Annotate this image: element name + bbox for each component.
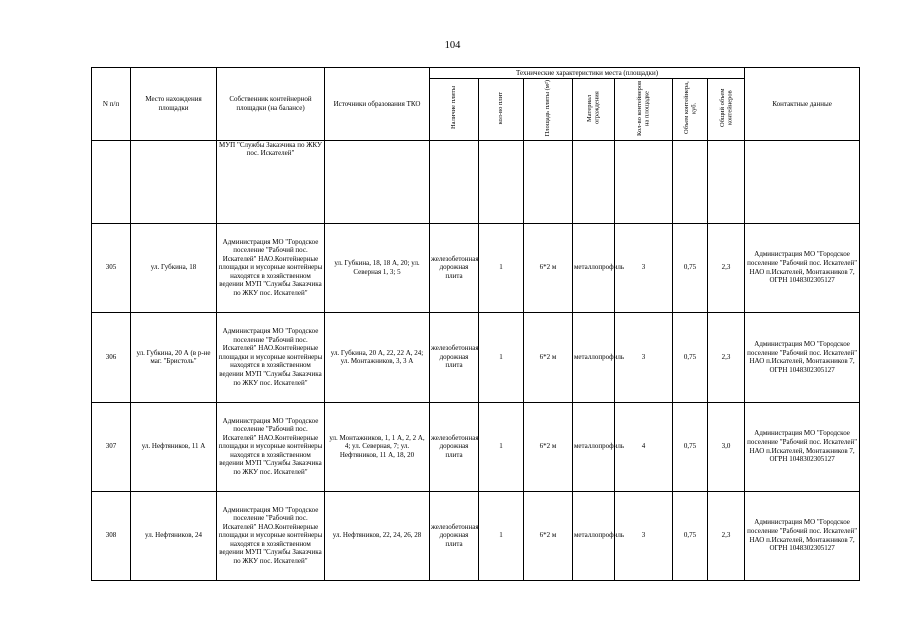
row-total: 2,3 — [708, 312, 745, 402]
row-total: 2,3 — [708, 223, 745, 312]
row-volume: 0,75 — [673, 223, 708, 312]
row-total: 3,0 — [708, 402, 745, 491]
continuation-owner: МУП "Службы Заказчика по ЖКУ пос. Искателей" — [217, 140, 325, 223]
row-sources: ул. Губкина, 20 А, 22, 22 А, 24; ул. Монтажников, 3, 3 А — [325, 312, 430, 402]
row-volume: 0,75 — [673, 312, 708, 402]
row-place: ул. Губкина, 18 — [131, 223, 217, 312]
row-num: 307 — [92, 402, 131, 491]
row-num: 308 — [92, 491, 131, 580]
row-slab: железобетонная дорожная плита — [430, 491, 479, 580]
row-containers: 3 — [615, 491, 673, 580]
row-fence: металлопрофиль — [573, 402, 615, 491]
row-area: 6*2 м — [524, 402, 573, 491]
table-row — [92, 402, 860, 491]
row-area: 6*2 м — [524, 223, 573, 312]
table-row — [92, 223, 860, 312]
row-slab-count: 1 — [479, 491, 524, 580]
row-area: 6*2 м — [524, 312, 573, 402]
row-owner: Администрация МО "Городское поселение "Рабочий пос. Искателей" НАО.Контейнерные площадки и мусорные контейнеры находятся в хозяйственном ведении МУП "Службы Заказчика по ЖКУ пос. Искателей" — [217, 223, 325, 312]
row-slab-count: 1 — [479, 402, 524, 491]
row-containers: 4 — [615, 402, 673, 491]
table-row — [92, 491, 860, 580]
row-contacts: Администрация МО "Городское поселение "Рабочий пос. Искателей" НАО п.Искателей, Монтажников 7, ОГРН 1048302305127 — [745, 402, 860, 491]
row-sources: ул. Монтажников, 1, 1 А, 2, 2 А, 4; ул. Северная, 7; ул. Нефтяников, 11 А, 18, 20 — [325, 402, 430, 491]
row-contacts: Администрация МО "Городское поселение "Рабочий пос. Искателей" НАО п.Искателей, Монтажников 7, ОГРН 1048302305127 — [745, 312, 860, 402]
subheader-total: Общий объем контейнеров — [708, 79, 745, 141]
row-num: 305 — [92, 223, 131, 312]
header-sources: Источники образования ТКО — [325, 68, 430, 141]
row-place: ул. Нефтяников, 24 — [131, 491, 217, 580]
row-place: ул. Губкина, 20 А (в р-не маг. "Бристоль" — [131, 312, 217, 402]
row-area: 6*2 м — [524, 491, 573, 580]
container-sites-table — [91, 67, 860, 581]
subheader-containers: Кол-во контейнеров на площадке — [615, 79, 673, 141]
row-contacts: Администрация МО "Городское поселение "Рабочий пос. Искателей" НАО п.Искателей, Монтажников 7, ОГРН 1048302305127 — [745, 491, 860, 580]
row-slab: железобетонная дорожная плита — [430, 402, 479, 491]
subheader-area: Площадь плиты (м²) — [524, 79, 573, 141]
row-slab: железобетонная дорожная плита — [430, 223, 479, 312]
continuation-row — [92, 140, 860, 223]
row-volume: 0,75 — [673, 402, 708, 491]
row-total: 2,3 — [708, 491, 745, 580]
row-slab: железобетонная дорожная плита — [430, 312, 479, 402]
row-num: 306 — [92, 312, 131, 402]
header-row — [92, 68, 860, 79]
header-num: N п/п — [92, 68, 131, 141]
row-slab-count: 1 — [479, 312, 524, 402]
row-sources: ул. Губкина, 18, 18 А, 20; ул. Северная 1, 3; 5 — [325, 223, 430, 312]
row-containers: 3 — [615, 312, 673, 402]
header-tech: Технические характеристики места (площадки) — [430, 68, 745, 79]
header-place: Место нахождения площадки — [131, 68, 217, 141]
header-owner: Собственник контейнерной площадки (на балансе) — [217, 68, 325, 141]
row-sources: ул. Нефтяников, 22, 24, 26, 28 — [325, 491, 430, 580]
table-row — [92, 312, 860, 402]
row-slab-count: 1 — [479, 223, 524, 312]
row-owner: Администрация МО "Городское поселение "Рабочий пос. Искателей" НАО.Контейнерные площадки и мусорные контейнеры находятся в хозяйственном ведении МУП "Службы Заказчика по ЖКУ пос. Искателей" — [217, 402, 325, 491]
row-place: ул. Нефтяников, 11 А — [131, 402, 217, 491]
row-fence: металлопрофиль — [573, 223, 615, 312]
row-owner: Администрация МО "Городское поселение "Рабочий пос. Искателей" НАО.Контейнерные площадки и мусорные контейнеры находятся в хозяйственном ведении МУП "Службы Заказчика по ЖКУ пос. Искателей" — [217, 312, 325, 402]
subheader-slab-count: кол-во плит — [479, 79, 524, 141]
row-owner: Администрация МО "Городское поселение "Рабочий пос. Искателей" НАО.Контейнерные площадки и мусорные контейнеры находятся в хозяйственном ведении МУП "Службы Заказчика по ЖКУ пос. Искателей" — [217, 491, 325, 580]
row-fence: металлопрофиль — [573, 312, 615, 402]
subheader-fence: Материал ограждения — [573, 79, 615, 141]
header-contacts: Контактные данные — [745, 68, 860, 141]
subheader-slab: Наличие плиты — [430, 79, 479, 141]
row-containers: 3 — [615, 223, 673, 312]
row-volume: 0,75 — [673, 491, 708, 580]
row-contacts: Администрация МО "Городское поселение "Рабочий пос. Искателей" НАО п.Искателей, Монтажников 7, ОГРН 1048302305127 — [745, 223, 860, 312]
row-fence: металлопрофиль — [573, 491, 615, 580]
subheader-volume: Объем контейнера, куб. — [673, 79, 708, 141]
page-number: 104 — [444, 40, 461, 51]
